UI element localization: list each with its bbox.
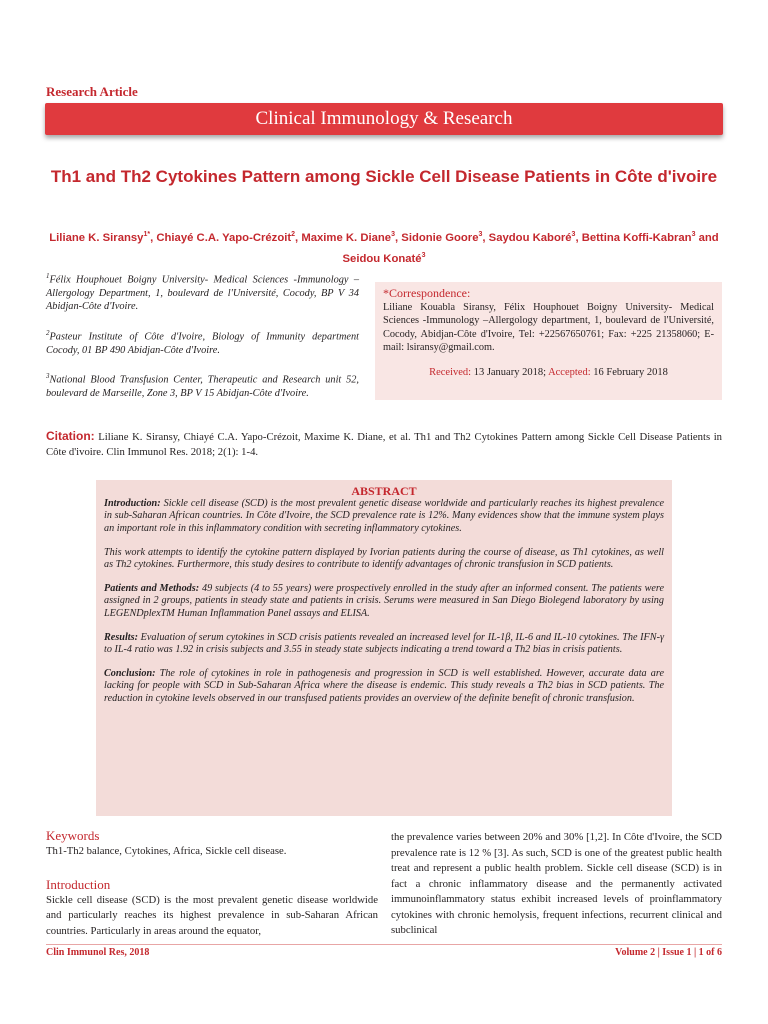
abstract-title: ABSTRACT bbox=[351, 484, 417, 498]
footer-rule bbox=[46, 944, 722, 945]
abstract-text: 49 subjects (4 to 55 years) were prospectively enrolled in the study after an informed consent. The patients were assigned in 2 groups, patients in steady state and patients in crisis. Serums were measured in San Diego Biolegend laboratory by using LEGENDplexTM Human Inflammation Panel assays and ELISA. bbox=[104, 583, 664, 619]
author-separator: , bbox=[575, 231, 582, 244]
author-name: Sidonie Goore bbox=[401, 231, 479, 244]
abstract-text: Evaluation of serum cytokines in SCD crisis patients revealed an increased level for IL-1β, IL-6 and IL-10 cytokines. The IFN-γ to IL-4 ratio was 1.92 in crisis subjects and 3.55 in steady state subjects indicating a trend toward a Th2 bias in crisis patients. bbox=[104, 631, 664, 656]
affiliation-marker: 1 bbox=[46, 272, 50, 280]
author-name: Maxime K. Diane bbox=[301, 231, 392, 244]
article-dates bbox=[383, 366, 714, 379]
author-name: Chiayé C.A. Yapo-Crézoit bbox=[156, 231, 292, 244]
abstract-paragraph bbox=[104, 668, 664, 705]
abstract-label: Patients and Methods: bbox=[104, 583, 200, 595]
author-affiliation-marker: 1* bbox=[143, 231, 151, 238]
affiliation-text: Félix Houphouet Boigny University- Medical Sciences -Immunology –Allergology Department, 1, boulevard de l'Université, Cocody, BP V 34 Abidjan-Côte d'Ivoire. bbox=[46, 274, 359, 312]
affiliation-3 bbox=[46, 370, 359, 400]
author-affiliation-marker: 2 bbox=[291, 231, 296, 238]
footer-page-info: Volume 2 | Issue 1 | 1 of 6 bbox=[615, 947, 722, 958]
accepted-label: Accepted: bbox=[548, 367, 591, 379]
right-column bbox=[391, 830, 722, 939]
paper-title: Th1 and Th2 Cytokines Pattern among Sickle Cell Disease Patients in Côte d'ivoire bbox=[50, 167, 718, 186]
author-affiliation-marker: 3 bbox=[391, 231, 395, 238]
affiliation-text: Pasteur Institute of Côte d'Ivoire, Biology of Immunity department Cocody, 01 BP 490 Abidjan-Côte d'Ivoire. bbox=[46, 331, 359, 356]
footer-journal: Clin Immunol Res, 2018 bbox=[46, 947, 150, 958]
abstract-paragraph bbox=[104, 583, 664, 620]
affiliation-1 bbox=[46, 270, 359, 313]
citation-text: Liliane K. Siransy, Chiayé C.A. Yapo-Crézoit, Maxime K. Diane, et al. Th1 and Th2 Cytokines Pattern among Sickle Cell Disease Patients in Côte d'ivoire. Clin Immunol Res. 2018; 2(1): 1-4. bbox=[46, 431, 723, 458]
citation bbox=[46, 429, 722, 460]
author-affiliation-marker: 3 bbox=[478, 231, 483, 238]
author-name: Seidou Konaté bbox=[342, 252, 422, 265]
received-date: 13 January 2018; bbox=[473, 367, 547, 379]
abstract-label: Conclusion: bbox=[104, 668, 156, 680]
abstract-paragraph bbox=[104, 632, 664, 656]
abstract-label: Introduction: bbox=[104, 498, 161, 510]
author-separator: , bbox=[482, 231, 489, 244]
introduction-heading: Introduction bbox=[46, 876, 111, 892]
abstract-text: This work attempts to identify the cytokine pattern displayed by Ivorian patients during the course of disease, as Th1 cytokines, as well as Th2 cytokines. Furthermore, this study desires to contribute to identify advantages of chronic transfusion in SCD patients. bbox=[104, 546, 664, 571]
affiliation-marker: 3 bbox=[46, 372, 50, 380]
introduction-text-left: Sickle cell disease (SCD) is the most prevalent genetic disease worldwide and particularly reaches its highest prevalence in sub-Saharan African countries. Particularly in areas around the equator, bbox=[46, 893, 378, 937]
author-list bbox=[46, 226, 722, 268]
affiliation-text: National Blood Transfusion Center, Therapeutic and Research unit 52, boulevard de Marseille, Zone 3, BP V 15 Abidjan-Côte d'Ivoire. bbox=[46, 374, 359, 399]
affiliation-2 bbox=[46, 327, 359, 357]
received-label: Received: bbox=[429, 367, 472, 379]
abstract-label: Results: bbox=[104, 631, 138, 643]
author-separator: , bbox=[295, 231, 302, 244]
abstract-paragraph bbox=[104, 547, 664, 571]
introduction-text-right: the prevalence varies between 20% and 30% [1,2]. In Côte d'Ivoire, the SCD prevalence rate is 12 % [3]. As such, SCD is one of the greatest public health treat and represent a public health problem. Sickle cell disease (SCD) is in fact a chronic inflammatory disease and the permanently activated immunoinflammatory status exhibit increased levels of proinflammatory cytokines with chronic hemolysis, frequent infections, recurrent clinical and subclinical bbox=[391, 831, 722, 936]
left-column bbox=[46, 828, 378, 939]
correspondence-box bbox=[375, 282, 722, 400]
abstract-text: The role of cytokines in role in pathogenesis and progression in SCD is well established. However, accurate data are lacking for people with SCD in Sub-Saharan Africa where the disease is endemic. This study reveals a Th2 bias in SCD patients. The reduction in cytokine levels observed in our transfused patients provides an overview of the definite benefit of chronic transfusion. bbox=[104, 668, 664, 704]
author-affiliation-marker: 3 bbox=[691, 231, 696, 238]
affiliation-marker: 2 bbox=[46, 329, 50, 337]
author-name: Liliane K. Siransy bbox=[49, 231, 144, 244]
correspondence-label: *Correspondence: bbox=[383, 286, 471, 300]
accepted-date: 16 February 2018 bbox=[593, 367, 668, 379]
author-affiliation-marker: 3 bbox=[421, 251, 426, 259]
author-name: Saydou Kaboré bbox=[488, 231, 572, 244]
author-separator: and bbox=[695, 231, 719, 244]
author-name: Bettina Koffi-Kabran bbox=[581, 231, 692, 244]
keywords-text: Th1-Th2 balance, Cytokines, Africa, Sickle cell disease. bbox=[46, 845, 287, 857]
journal-banner: Clinical Immunology & Research bbox=[45, 103, 723, 135]
abstract-paragraph bbox=[104, 498, 664, 535]
author-separator: , bbox=[395, 231, 402, 244]
author-separator: , bbox=[150, 231, 157, 244]
author-affiliation-marker: 3 bbox=[571, 231, 576, 238]
abstract-box bbox=[96, 480, 672, 816]
correspondence-text: Liliane Kouabla Siransy, Félix Houphouet Boigny University- Medical Sciences -Immunology –Allergology department, 1, boulevard de l'Université, Cocody, Abidjan-Côte d'Ivoire, Tel: +22567650761; Fax: +225 21358060; E-mail: lsiransy@gmail.com. bbox=[383, 302, 714, 353]
keywords-heading: Keywords bbox=[46, 828, 100, 843]
citation-label: Citation: bbox=[46, 429, 95, 443]
article-type-label: Research Article bbox=[46, 84, 138, 99]
abstract-text: Sickle cell disease (SCD) is the most prevalent genetic disease worldwide and particularly reaches its highest prevalence in sub-Saharan African countries. In Côte d'Ivoire, the SCD prevalence rate is 12%. Many evidences show that the immune system plays an important role in this inflammatory condition with secreting inflammatory cytokines. bbox=[104, 498, 664, 534]
